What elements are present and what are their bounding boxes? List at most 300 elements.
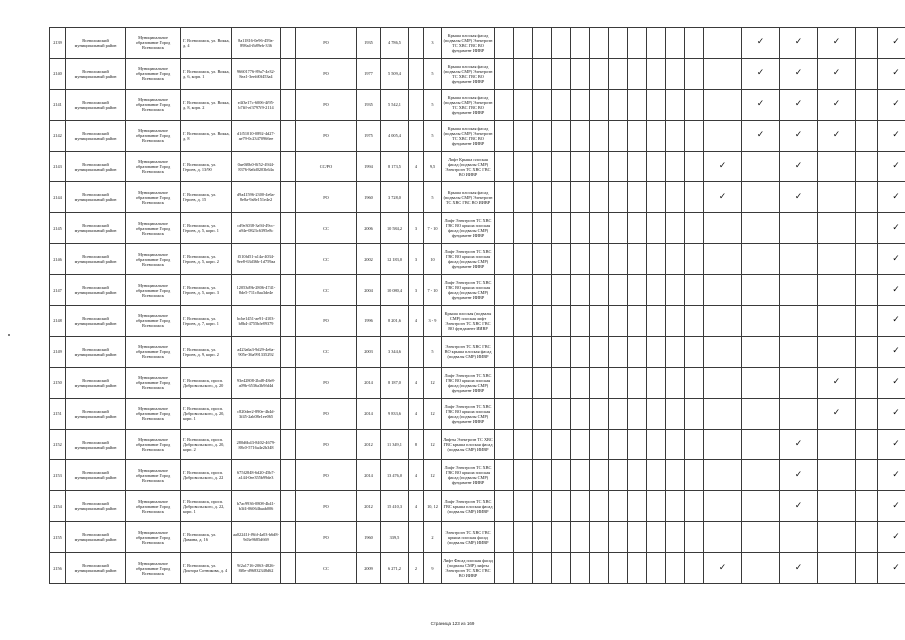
floors-cell: 9 [424,553,442,584]
check-cell [571,336,590,367]
empty-cell [281,58,296,89]
address-cell: Г. Всеволожск, ул. Героев, д. 5, корп. 1 [181,213,232,244]
check-cell [856,336,878,367]
area-cell: 15 410,3 [381,491,409,522]
check-cell [628,58,647,89]
district-cell: Всеволожский муниципальный район [66,306,126,337]
year-cell: 2012 [357,429,381,460]
row-number: 2140 [50,58,66,89]
guid-cell: 12053d9b-2806-4741-8de5-711c0aa3de4e [232,275,281,306]
check-cell [495,151,514,182]
check-cell [780,275,818,306]
checkmark-icon: ✓ [794,161,803,171]
floors-cell: 5 [424,58,442,89]
lifts-cell: 3 [409,244,424,275]
year-cell: 2014 [357,398,381,429]
check-cell [780,429,818,460]
check-cell [609,336,628,367]
wall-material-cell: РО [296,89,357,120]
check-cell [609,151,628,182]
check-cell [878,398,905,429]
empty-cell [281,275,296,306]
check-cell [571,306,590,337]
municipality-cell: Муниципальное образование Город Всеволожск [126,429,181,460]
checkmark-icon: ✓ [794,68,803,79]
page-footer: Страница 123 из 169 [430,621,475,626]
check-cell [590,460,609,491]
check-cell [552,28,571,59]
table-row [50,367,905,398]
empty-cell [281,306,296,337]
table-row [50,89,905,120]
check-cell [628,244,647,275]
checkmark-icon: ✓ [794,562,803,573]
wall-material-cell: РО [296,28,357,59]
check-cell [590,275,609,306]
row-number: 2148 [50,306,66,337]
check-cell [878,89,905,120]
check-cell [590,28,609,59]
checkmark-icon: ✓ [832,68,841,79]
check-cell [533,213,552,244]
guid-cell: 0ae0f0b0-0f52-4944-8376-8a6d0203b64a [232,151,281,182]
check-cell [742,275,780,306]
check-cell [742,182,780,213]
table-row [50,244,905,275]
checkmark-icon: ✓ [892,469,900,480]
check-cell [647,553,666,584]
check-cell [609,275,628,306]
district-cell: Всеволожский муниципальный район [66,151,126,182]
lifts-cell: 4 [409,306,424,337]
wall-material-cell: РО [296,306,357,337]
municipality-cell: Муниципальное образование Город Всеволожск [126,182,181,213]
row-number: 2143 [50,151,66,182]
check-cell [571,89,590,120]
check-cell [552,429,571,460]
check-cell [742,89,780,120]
checkmark-icon: ✓ [892,68,900,79]
guid-cell: e4f3e17c-6006-4f95-b7fff-ef3797f9-2114 [232,89,281,120]
check-cell [628,429,647,460]
check-cell [704,306,742,337]
check-cell [856,460,878,491]
check-cell [666,398,685,429]
check-cell [495,429,514,460]
check-cell [647,120,666,151]
check-cell [704,244,742,275]
area-cell: 9 833,6 [381,398,409,429]
check-cell [685,460,704,491]
checkmark-icon: ✓ [794,130,803,141]
year-cell: 2009 [357,553,381,584]
checkmark-icon: ✓ [756,37,765,48]
lifts-cell: 3 [409,213,424,244]
check-cell [666,491,685,522]
check-cell [856,58,878,89]
floors-cell: 7 - 10 [424,213,442,244]
check-cell [590,244,609,275]
lifts-cell [409,28,424,59]
lifts-cell: 8 [409,429,424,460]
check-cell [856,182,878,213]
area-cell: 6 271,2 [381,553,409,584]
address-cell: Г. Всеволожск, ул. Доктора Сотникова, д. 4 [181,553,232,584]
district-cell: Всеволожский муниципальный район [66,553,126,584]
checkmark-icon: ✓ [794,191,803,202]
check-cell [609,213,628,244]
check-cell [685,553,704,584]
municipality-cell: Муниципальное образование Город Всеволожск [126,213,181,244]
table-row [50,182,905,213]
check-cell [571,182,590,213]
check-cell [590,553,609,584]
row-number: 2151 [50,398,66,429]
wall-material-cell: РО [296,367,357,398]
check-cell [742,398,780,429]
check-cell [590,213,609,244]
check-cell [685,213,704,244]
check-cell [628,522,647,553]
check-cell [780,491,818,522]
check-cell [704,522,742,553]
check-cell [590,182,609,213]
check-cell [495,182,514,213]
year-cell: 1996 [357,306,381,337]
table-row [50,151,905,182]
row-number: 2153 [50,460,66,491]
check-cell [704,491,742,522]
check-cell [647,275,666,306]
wall-material-cell: РО [296,120,357,151]
check-cell [647,89,666,120]
guid-cell: aa02241f-f9fd-4a03-b6d8-9d3e9685d669 [232,522,281,553]
district-cell: Всеволожский муниципальный район [66,367,126,398]
check-cell [878,491,905,522]
checkmark-icon: ✓ [794,469,803,480]
wall-material-cell: СС [296,213,357,244]
address-cell: Г. Всеволожск, просп. Добровольского, д. 22 [181,460,232,491]
check-cell [818,336,856,367]
wall-material-cell: СС [296,553,357,584]
check-cell [514,429,533,460]
check-cell [590,151,609,182]
check-cell [647,336,666,367]
check-cell [666,367,685,398]
check-cell [571,244,590,275]
check-cell [685,89,704,120]
check-cell [856,398,878,429]
empty-cell [281,398,296,429]
check-cell [666,28,685,59]
check-cell [742,460,780,491]
district-cell: Всеволожский муниципальный район [66,182,126,213]
municipality-cell: Муниципальное образование Город Всеволожск [126,120,181,151]
check-cell [571,367,590,398]
check-cell [647,306,666,337]
check-cell [878,28,905,59]
check-cell [533,58,552,89]
check-cell [818,182,856,213]
empty-cell [281,151,296,182]
check-cell [704,120,742,151]
check-cell [590,398,609,429]
check-cell [647,522,666,553]
check-cell [856,244,878,275]
checkmark-icon: ✓ [832,408,841,419]
check-cell [780,336,818,367]
lifts-cell [409,522,424,553]
year-cell: 1960 [357,522,381,553]
check-cell [818,522,856,553]
check-cell [495,367,514,398]
check-cell [628,213,647,244]
works-cell: Лифт Электроэн ТС ХВС ГВС ВО крыша плоская фасад (подвалы СМР) фундамент ИИВР [442,367,495,398]
guid-cell: f510fd51-a14a-4034-9ee8-63d36b-1d759aa [232,244,281,275]
check-cell [647,58,666,89]
lifts-cell [409,336,424,367]
check-cell [704,553,742,584]
check-cell [818,429,856,460]
check-cell [628,151,647,182]
address-cell: Г. Всеволожск, просп. Добровольского, д. 22, корп. 1 [181,491,232,522]
address-cell: Г. Всеволожск, ул. Героев, д. 13/90 [181,151,232,182]
checkmark-icon: ✓ [892,439,900,450]
checkmark-icon: ✓ [892,500,900,511]
checkmark-icon: ✓ [832,377,841,388]
municipality-cell: Муниципальное образование Город Всеволожск [126,491,181,522]
municipality-cell: Муниципальное образование Город Всеволожск [126,553,181,584]
check-cell [647,429,666,460]
empty-cell [281,89,296,120]
check-cell [704,429,742,460]
check-cell [609,182,628,213]
check-cell [552,460,571,491]
year-cell: 2014 [357,460,381,491]
check-cell [856,367,878,398]
check-cell [818,398,856,429]
check-cell [533,182,552,213]
check-cell [571,213,590,244]
check-cell [514,89,533,120]
check-cell [856,120,878,151]
check-cell [609,367,628,398]
guid-cell: d9a41596-2300-4e6a-8e8a-9a8e151e4e2 [232,182,281,213]
check-cell [742,491,780,522]
address-cell: Г. Всеволожск, ул. Героев, д. 7, корп. 1 [181,306,232,337]
area-cell: 8 187,0 [381,367,409,398]
check-cell [533,89,552,120]
check-cell [685,306,704,337]
check-cell [818,213,856,244]
works-cell: Лифт Электроэн ТС ХВС ГВС крыша плоская фасад (подвалы СМР) ИИВР [442,491,495,522]
check-cell [609,28,628,59]
check-cell [685,367,704,398]
check-cell [495,306,514,337]
table-row [50,28,905,59]
checkmark-icon: ✓ [892,346,900,357]
table-row [50,491,905,522]
check-cell [856,491,878,522]
lifts-cell: 2 [409,553,424,584]
check-cell [514,460,533,491]
check-cell [571,429,590,460]
check-cell [609,522,628,553]
check-cell [495,522,514,553]
check-cell [647,367,666,398]
check-cell [609,553,628,584]
area-cell: 339,5 [381,522,409,553]
checkmark-icon: ✓ [756,68,765,79]
check-cell [609,398,628,429]
works-cell: Крыша плоская фасад (подвалы СМР) Электроэн ТС ХВС ГВС ВО ИИВР [442,182,495,213]
check-cell [514,553,533,584]
check-cell [742,151,780,182]
check-cell [647,244,666,275]
check-cell [878,553,905,584]
check-cell [495,336,514,367]
area-cell: 8 173,5 [381,151,409,182]
check-cell [552,58,571,89]
district-cell: Всеволожский муниципальный район [66,522,126,553]
check-cell [552,398,571,429]
check-cell [856,522,878,553]
year-cell: 2004 [357,275,381,306]
row-number: 2142 [50,120,66,151]
check-cell [704,213,742,244]
checkmark-icon: ✓ [892,191,900,202]
check-cell [514,336,533,367]
check-cell [704,367,742,398]
floors-cell: 3 [424,28,442,59]
check-cell [533,306,552,337]
checkmark-icon: ✓ [892,253,900,264]
check-cell [552,120,571,151]
check-cell [818,306,856,337]
works-cell: Крыша плоская (подвалы СМР) плоская лифт Электроэн ТС ХВС ГВС ВО фундамент ИИВР [442,306,495,337]
check-cell [590,367,609,398]
checkmark-icon: ✓ [832,99,841,110]
check-cell [647,398,666,429]
check-cell [609,306,628,337]
check-cell [856,213,878,244]
guid-cell: 675f2848-6d20-45b7-a144-0ee355b99de3 [232,460,281,491]
check-cell [514,522,533,553]
check-cell [495,244,514,275]
lifts-cell: 4 [409,491,424,522]
check-cell [571,120,590,151]
check-cell [590,58,609,89]
lifts-cell: 4 [409,460,424,491]
check-cell [780,306,818,337]
check-cell [666,151,685,182]
check-cell [780,244,818,275]
address-cell: Г. Всеволожск, ул. Вокка, д. 6, корп. 1 [181,58,232,89]
year-cell: 1994 [357,151,381,182]
row-number: 2155 [50,522,66,553]
check-cell [780,398,818,429]
check-cell [818,120,856,151]
address-cell: Г. Всеволожск, ул. Героев, д. 15 [181,182,232,213]
check-cell [628,336,647,367]
check-cell [533,151,552,182]
empty-cell [281,120,296,151]
check-cell [609,460,628,491]
check-cell [704,275,742,306]
check-cell [552,367,571,398]
check-cell [590,89,609,120]
works-cell: Лифты Электроэн ТС ХВС ГВС крыша плоская фасад (подвалы СМР) ИИВР [442,429,495,460]
checkmark-icon: ✓ [892,37,900,48]
check-cell [609,89,628,120]
row-number: 2144 [50,182,66,213]
check-cell [685,120,704,151]
check-cell [533,460,552,491]
check-cell [878,336,905,367]
check-cell [780,58,818,89]
municipality-cell: Муниципальное образование Город Всеволожск [126,522,181,553]
empty-cell [281,522,296,553]
check-cell [495,460,514,491]
check-cell [571,58,590,89]
check-cell [514,398,533,429]
check-cell [552,89,571,120]
empty-cell [281,244,296,275]
municipality-cell: Муниципальное образование Город Всеволожск [126,367,181,398]
floors-cell: 9,5 [424,151,442,182]
district-cell: Всеволожский муниципальный район [66,398,126,429]
check-cell [818,28,856,59]
checkmark-icon: ✓ [892,222,900,233]
row-number: 2141 [50,89,66,120]
district-cell: Всеволожский муниципальный район [66,213,126,244]
checkmark-icon: ✓ [892,161,900,171]
check-cell [590,491,609,522]
guid-cell: 280d6b43-8402-4679-88c0-5716a4e2b348 [232,429,281,460]
municipality-cell: Муниципальное образование Город Всеволожск [126,151,181,182]
check-cell [514,275,533,306]
check-cell [704,151,742,182]
district-cell: Всеволожский муниципальный район [66,429,126,460]
lifts-cell [409,89,424,120]
row-number: 2152 [50,429,66,460]
empty-cell [281,460,296,491]
year-cell: 2014 [357,367,381,398]
works-cell: Лифт Крыша плоская фасад (подвалы СМР) Электроэн ТС ХВС ГВС ВО ИИВР [442,151,495,182]
area-cell: 10 584,2 [381,213,409,244]
works-cell: Крыша плоская фасад (подвалы СМР) Электроэн ТС ХВС ГВС ВО фундамент ИИВР [442,58,495,89]
floors-cell: 10 [424,244,442,275]
table-row [50,553,905,584]
table-row [50,460,905,491]
check-cell [818,491,856,522]
row-number: 2156 [50,553,66,584]
floors-cell: 10, 12 [424,491,442,522]
address-cell: Г. Всеволожск, ул. Героев, д. 5, корп. 3 [181,275,232,306]
check-cell [685,58,704,89]
check-cell [780,120,818,151]
check-cell [495,120,514,151]
empty-cell [281,336,296,367]
district-cell: Всеволожский муниципальный район [66,89,126,120]
check-cell [780,553,818,584]
area-cell: 3 344,6 [381,336,409,367]
row-number: 2149 [50,336,66,367]
check-cell [495,553,514,584]
year-cell: 1975 [357,120,381,151]
check-cell [742,213,780,244]
district-cell: Всеволожский муниципальный район [66,120,126,151]
